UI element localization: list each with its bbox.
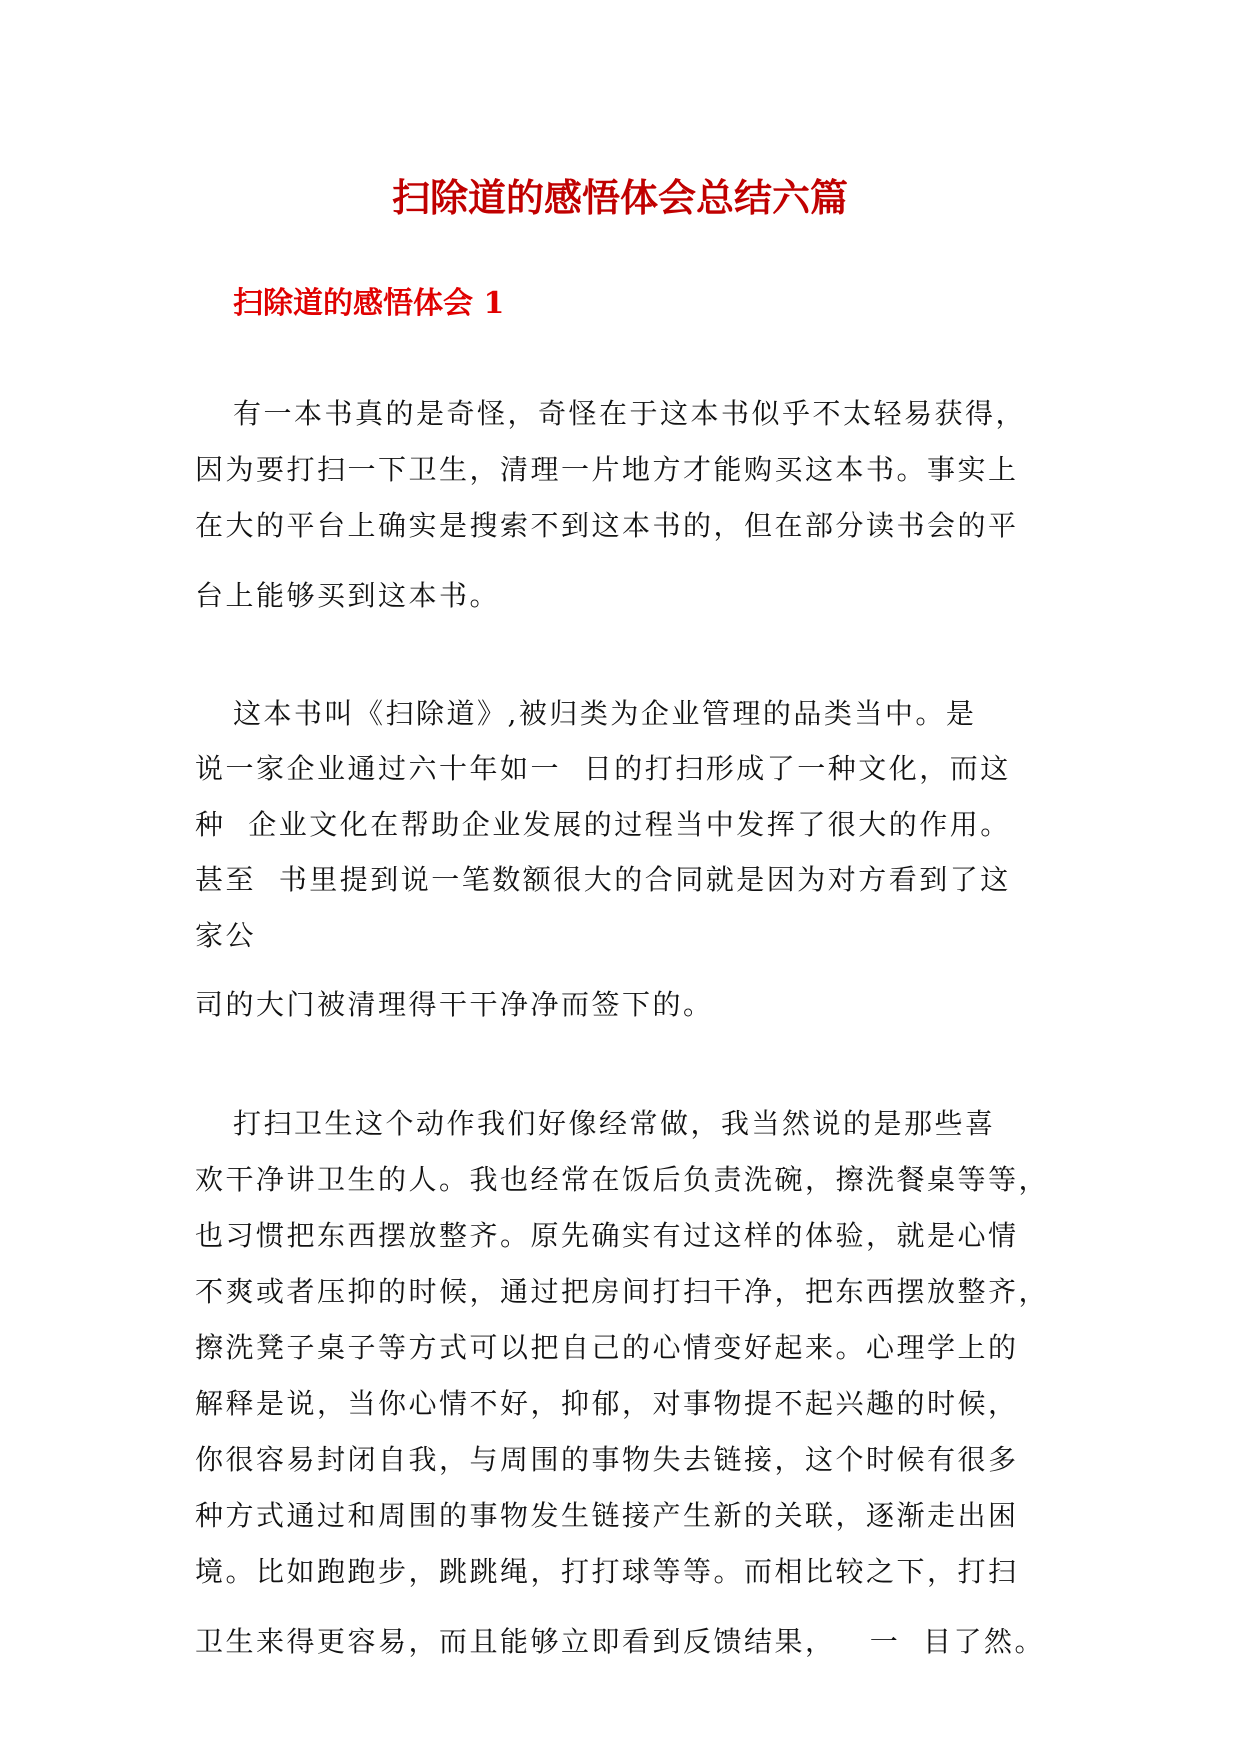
- paragraph-3-line-2: 欢干净讲卫生的人。我也经常在饭后负责洗碗，擦洗餐桌等等，: [195, 1163, 1050, 1196]
- paragraph-3-line-5: 擦洗凳子桌子等方式可以把自己的心情变好起来。心理学上的: [195, 1331, 1019, 1364]
- paragraph-1-line-3: 在大的平台上确实是搜索不到这本书的，但在部分读书会的平: [195, 509, 1019, 542]
- paragraph-1-line-4: 台上能够买到这本书。: [195, 579, 501, 612]
- paragraph-2-line-5: 家公: [195, 919, 257, 952]
- paragraph-3-line-4: 不爽或者压抑的时候，通过把房间打扫干净，把东西摆放整齐，: [195, 1275, 1050, 1308]
- paragraph-2-line-1: 这本书叫《扫除道》,被归类为企业管理的品类当中。是: [233, 697, 977, 730]
- paragraph-3-line-6: 解释是说，当你心情不好，抑郁，对事物提不起兴趣的时候，: [195, 1387, 1019, 1420]
- paragraph-3-line-9: 境。比如跑跑步，跳跳绳，打打球等等。而相比较之下，打扫: [195, 1555, 1019, 1588]
- paragraph-3-line-3: 也习惯把东西摆放整齐。原先确实有过这样的体验，就是心情: [195, 1219, 1019, 1252]
- section-heading: 扫除道的感悟体会 1: [233, 286, 505, 321]
- paragraph-3-line-8: 种方式通过和周围的事物发生链接产生新的关联，逐渐走出困: [195, 1499, 1019, 1532]
- paragraph-2-line-4: 甚至 书里提到说一笔数额很大的合同就是因为对方看到了这: [195, 863, 1011, 896]
- document-title: 扫除道的感悟体会总结六篇: [391, 175, 848, 220]
- paragraph-3-line-7: 你很容易封闭自我，与周围的事物失去链接，这个时候有很多: [195, 1443, 1019, 1476]
- paragraph-2-line-3: 种 企业文化在帮助企业发展的过程当中发挥了很大的作用。: [195, 808, 1011, 841]
- paragraph-3-line-1: 打扫卫生这个动作我们好像经常做，我当然说的是那些喜: [233, 1107, 996, 1140]
- paragraph-2-line-2: 说一家企业通过六十年如一 日的打扫形成了一种文化，而这: [195, 752, 1011, 785]
- paragraph-1-line-1: 有一本书真的是奇怪，奇怪在于这本书似乎不太轻易获得，: [233, 397, 1027, 430]
- paragraph-2-line-6: 司的大门被清理得干干净净而签下的。: [195, 988, 714, 1021]
- paragraph-3-line-10: 卫生来得更容易，而且能够立即看到反馈结果， 一 目了然。: [195, 1625, 1046, 1658]
- paragraph-1-line-2: 因为要打扫一下卫生，清理一片地方才能购买这本书。事实上: [195, 453, 1019, 486]
